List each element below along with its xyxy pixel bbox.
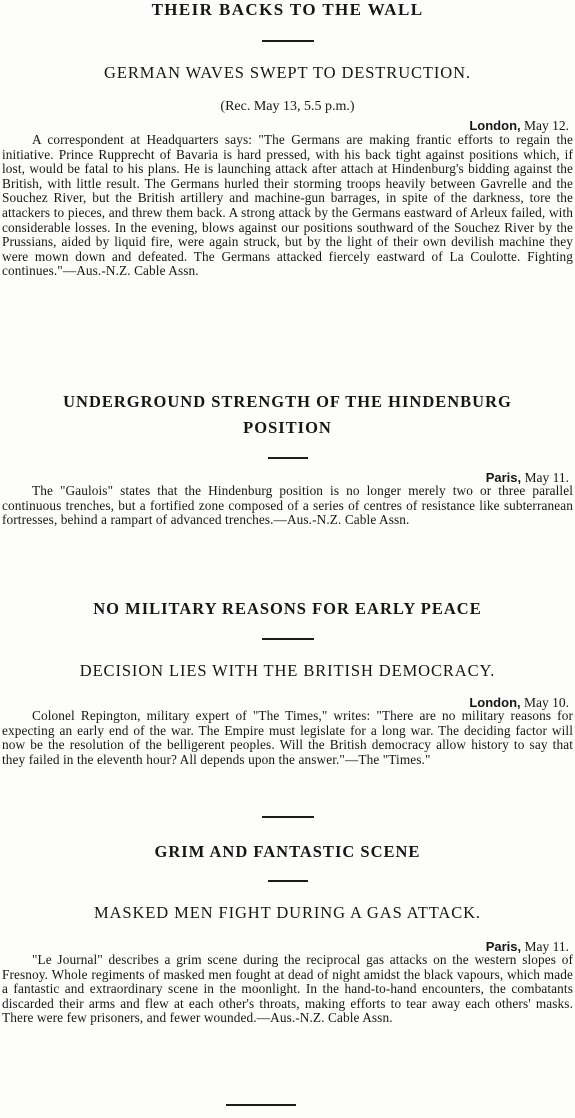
page-title: THEIR BACKS TO THE WALL xyxy=(151,0,424,19)
divider-rule xyxy=(226,1104,296,1106)
article-3-body: Colonel Repington, military expert of "The Times," writes: "There are no military reasons for expecting an early end of the war. The Empire must legislate for a long war. The deciding factor will now be the resolution of the belligerent peoples. Will the British democracy allow history to say that they failed in the eleventh hour? All depends upon the answer."—The "Times." xyxy=(2,708,573,767)
article-1-received: (Rec. May 13, 5.5 p.m.) xyxy=(220,99,355,114)
article-2-place: Paris, xyxy=(485,470,522,485)
article-4-body: "Le Journal" describes a grim scene during the reciprocal gas attacks on the western slopes of Fresnoy. Whole regiments of masked men fought at dead of night amidst the black vapours, which made a fantastic and extraordinary scene in the moonlight. In the hand-to-hand encounters, the combatants discarded their arms and flew at each other's throats, making efforts to tear away each others' masks. There were few prisoners, and fewer wounded.—Aus.-N.Z. Cable Assn. xyxy=(2,952,573,1026)
article-2-date: May 11. xyxy=(524,470,569,485)
divider-rule xyxy=(268,880,308,885)
article-4-subhead: MASKED MEN FIGHT DURING A GAS ATTACK. xyxy=(94,903,481,922)
article-1-body: A correspondent at Headquarters says: "The Germans are making frantic efforts to regain the initiative. Prince Rupprecht of Bavaria is hard pressed, with his back tight against positions which, if lost, would be fatal to his plans. He is launching attack after attach at Hindenburg's bidding against the British, with little result. The Germans hurled their storming troops heavily between Gavrelle and the Souchez River, but the British artillery and machine-gun barrages, in spite of the darkness, tore the attackers to pieces, and threw them back. A strong attack by the Germans eastward of Arleux failed, with considerable losses. In the evening, blows against our positions southward of the Souchez River by the Prussians, aided by liquid fire, were again struck, but by the light of their own devilish machine they were mown down and defeated. The Germans attacked fiercely eastward of La Coulotte. Fighting continues."—Aus.-N.Z. Cable Assn. xyxy=(2,132,573,279)
article-1-date: May 12. xyxy=(524,118,569,133)
article-2-body: The "Gaulois" states that the Hindenburg position is no longer merely two or three parallel continuous trenches, but a fortified zone composed of a series of centres of resistance like subterranean fortresses, behind a rampart of advanced trenches.—Aus.-N.Z. Cable Assn. xyxy=(2,483,573,528)
article-2-headline-line-2: POSITION xyxy=(243,418,332,437)
article-4-headline: GRIM AND FANTASTIC SCENE xyxy=(154,842,421,861)
article-2-headline-line-1: UNDERGROUND STRENGTH OF THE HINDENBURG xyxy=(63,392,512,411)
divider-rule xyxy=(268,457,308,462)
divider-rule xyxy=(262,816,314,818)
article-1-headline: GERMAN WAVES SWEPT TO DESTRUCTION. xyxy=(104,63,471,82)
article-3-date: May 10. xyxy=(524,695,569,710)
divider-rule xyxy=(262,638,314,640)
article-3-subhead: DECISION LIES WITH THE BRITISH DEMOCRACY. xyxy=(79,661,496,680)
article-4-date: May 11. xyxy=(524,939,569,954)
article-3-place: London, xyxy=(469,695,521,710)
article-3-headline: NO MILITARY REASONS FOR EARLY PEACE xyxy=(93,599,482,618)
article-4-place: Paris, xyxy=(485,939,522,954)
article-1-place: London, xyxy=(469,118,521,133)
divider-rule xyxy=(262,40,314,42)
